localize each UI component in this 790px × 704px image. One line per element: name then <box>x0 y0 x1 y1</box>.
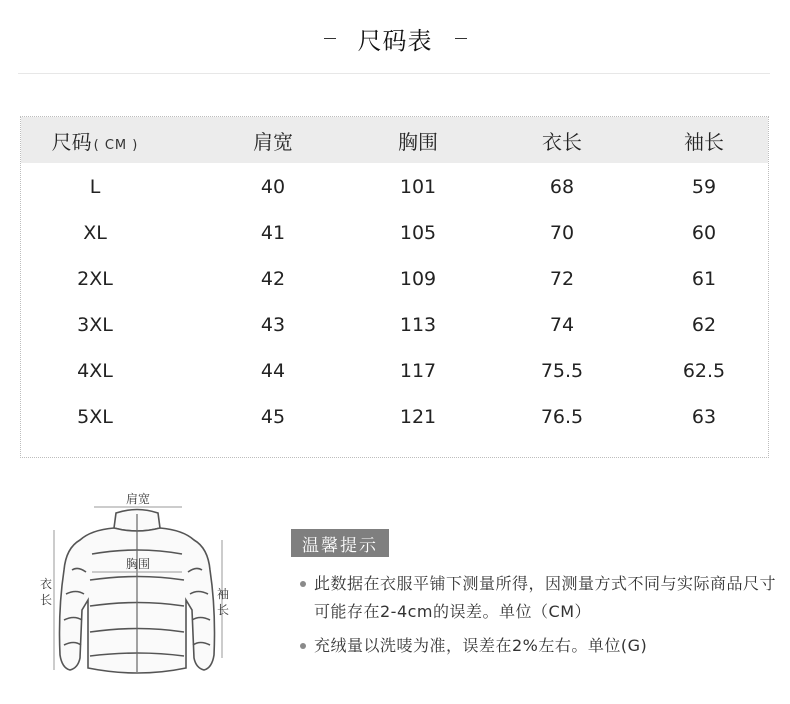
sleeve-label-2: 长 <box>217 603 230 617</box>
table-header-row <box>21 117 768 163</box>
jacket-illustration <box>36 490 236 690</box>
table-row <box>21 256 768 302</box>
table-row <box>21 302 768 348</box>
cell-length: 76.5 <box>540 406 584 428</box>
cell-shoulder: 45 <box>260 406 286 428</box>
tips-badge: 温馨提示 <box>291 529 389 557</box>
cell-shoulder: 40 <box>260 176 286 198</box>
cell-size: 3XL <box>77 314 113 336</box>
jacket-measurement-diagram <box>36 490 236 690</box>
table-row <box>21 164 768 210</box>
cell-length: 72 <box>549 268 575 290</box>
cell-chest: 121 <box>399 406 437 428</box>
sleeve-label-1: 袖 <box>217 587 230 601</box>
header-shoulder: 肩宽 <box>253 129 293 154</box>
tip-item <box>300 632 780 660</box>
cell-length: 74 <box>549 314 575 336</box>
cell-shoulder: 42 <box>260 268 286 290</box>
cell-shoulder: 41 <box>260 222 286 244</box>
cell-shoulder: 43 <box>260 314 286 336</box>
cell-length: 75.5 <box>540 360 584 382</box>
table-row <box>21 348 768 394</box>
cell-size: XL <box>83 222 107 244</box>
header-length: 衣长 <box>542 129 582 154</box>
cell-sleeve: 62.5 <box>682 360 726 382</box>
table-row <box>21 210 768 256</box>
header-chest: 胸围 <box>398 129 438 154</box>
header-size-label: 尺码 <box>51 129 92 154</box>
bullet-dot-icon <box>300 643 306 649</box>
cell-size: L <box>89 176 101 198</box>
cell-length: 68 <box>549 176 575 198</box>
tip-text: 充绒量以洗唛为准，误差在2%左右。单位(G) <box>314 636 648 655</box>
cell-chest: 101 <box>399 176 437 198</box>
title-left-dash <box>324 38 336 39</box>
cell-sleeve: 63 <box>691 406 717 428</box>
cell-sleeve: 61 <box>691 268 717 290</box>
table-body <box>21 163 768 440</box>
header-size <box>52 126 139 155</box>
cell-size: 5XL <box>77 406 113 428</box>
table-row <box>21 394 768 440</box>
size-chart-table <box>20 116 769 458</box>
cell-chest: 113 <box>399 314 437 336</box>
page-header <box>0 18 790 58</box>
title-divider <box>18 73 770 74</box>
cell-chest: 105 <box>399 222 437 244</box>
cell-sleeve: 62 <box>691 314 717 336</box>
cell-shoulder: 44 <box>260 360 286 382</box>
page-title: 尺码表 <box>357 26 433 55</box>
cell-chest: 109 <box>399 268 437 290</box>
title-right-dash <box>455 38 467 39</box>
length-label-1: 衣 <box>40 577 53 591</box>
header-unit: ( CM ) <box>93 137 139 153</box>
chest-label: 胸围 <box>125 557 151 571</box>
shoulder-label: 肩宽 <box>125 492 151 506</box>
cell-size: 2XL <box>77 268 113 290</box>
cell-size: 4XL <box>77 360 113 382</box>
cell-sleeve: 59 <box>691 176 717 198</box>
tip-item <box>300 570 780 626</box>
cell-sleeve: 60 <box>691 222 717 244</box>
bullet-dot-icon <box>300 581 306 587</box>
tip-text: 此数据在衣服平铺下测量所得，因测量方式不同与实际商品尺寸可能存在2-4cm的误差。单位（CM） <box>314 574 777 621</box>
cell-chest: 117 <box>399 360 437 382</box>
length-label-2: 长 <box>40 593 53 607</box>
cell-length: 70 <box>549 222 575 244</box>
header-sleeve: 袖长 <box>684 129 724 154</box>
